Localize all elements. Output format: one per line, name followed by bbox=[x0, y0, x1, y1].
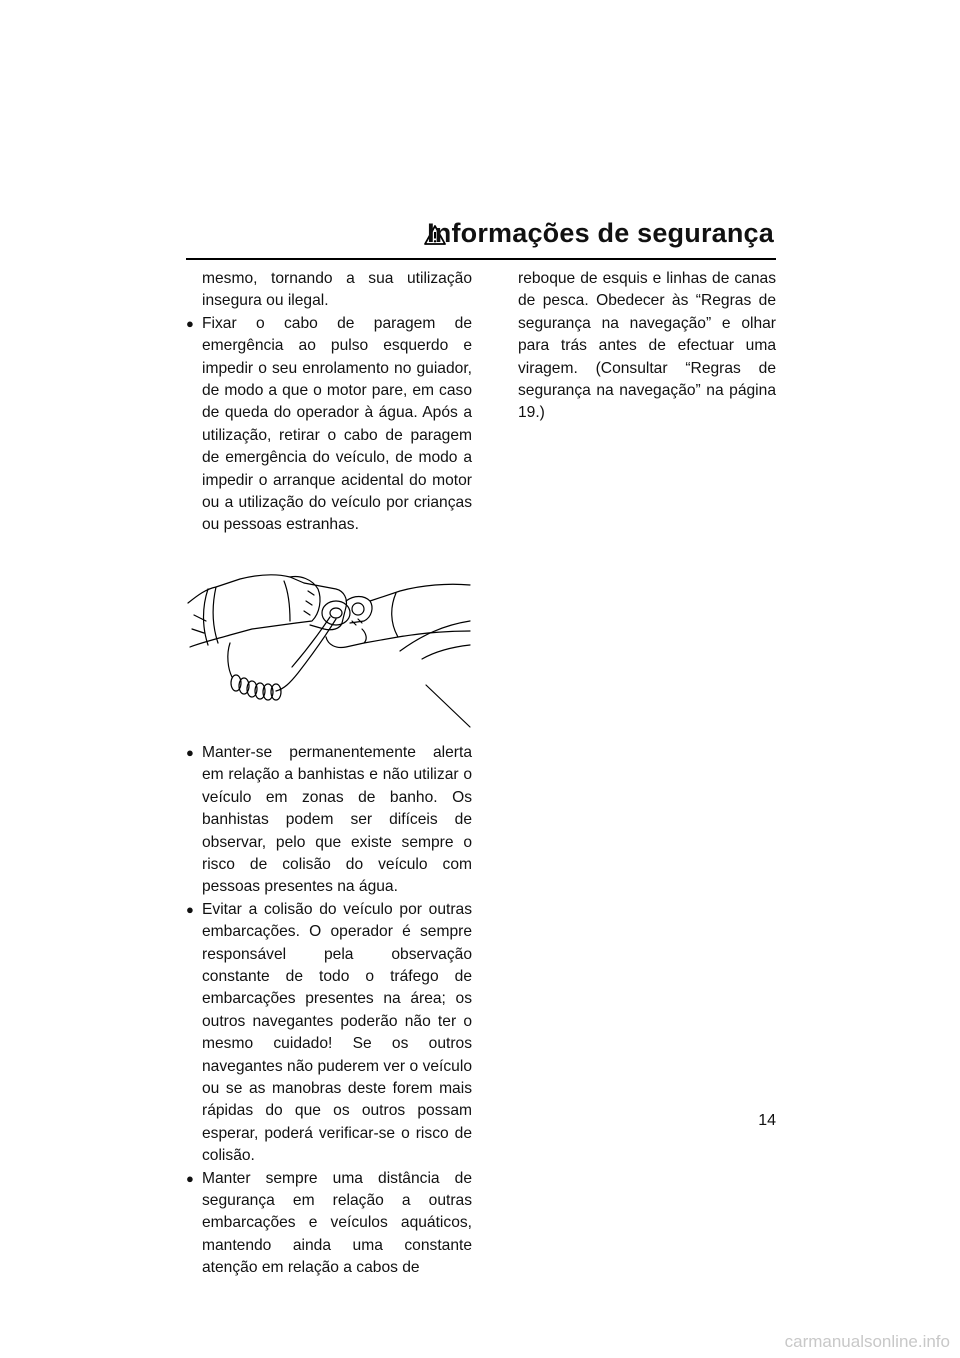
list-item-text: Fixar o cabo de paragem de emergência ao pulso esquerdo e impedir o seu enrolamento no guiador, de modo a que o motor pare, em caso de queda do operador à água. Após a utilização, retirar o cabo de paragem de emergência do veículo, de modo a impedir o arranque acidental do motor ou a utilização do veículo por crianças ou pessoas estranhas. bbox=[202, 314, 472, 534]
list-item bbox=[186, 899, 472, 1168]
bullet-icon: ● bbox=[186, 744, 194, 760]
bullet-icon: ● bbox=[186, 901, 194, 917]
page-number: 14 bbox=[758, 1112, 776, 1129]
continuation-text: mesmo, tornando a sua utilização insegura ou ilegal. bbox=[202, 270, 472, 310]
illustration-lanyard-wrist bbox=[186, 555, 472, 730]
bullet-icon: ● bbox=[186, 1170, 194, 1186]
watermark: carmanualsonline.info bbox=[784, 1332, 950, 1351]
illustration-drawing bbox=[186, 555, 472, 730]
list-item-text: Manter-se permanentemente alerta em relação a banhistas e não utilizar o veículo em zonas de banho. Os banhistas podem ser difíceis de observar, pelo que existe sempre o risco de colisão do veículo com pessoas presentes na água. bbox=[202, 743, 472, 896]
list-item-text: Evitar a colisão do veículo por outras embarcações. O operador é sempre responsável pela observação constante de todo o tráfego de embarcações presentes na área; os outros navegantes poderão não ter o mesmo cuidado! Se os outros navegantes não puderem ver o veículo ou se as manobras deste forem mais rápidas do que os outros possam esperar, poderá verificar-se o risco de colisão. bbox=[202, 900, 472, 1165]
page-header bbox=[186, 218, 776, 260]
bullet-icon: ● bbox=[186, 315, 194, 331]
left-column bbox=[186, 268, 472, 1280]
list-item bbox=[186, 742, 472, 899]
right-column bbox=[502, 268, 776, 425]
list-item bbox=[186, 1168, 472, 1280]
page-title: Informações de segurança bbox=[427, 218, 774, 248]
continuation-text: reboque de esquis e linhas de canas de pesca. Obedecer às “Regras de segurança na navegação” e olhar para trás antes de efectuar uma viragem. (Consultar “Regras de segurança na navegação” na página 19.) bbox=[518, 270, 776, 422]
list-item bbox=[186, 313, 472, 537]
list-item-text: Manter sempre uma distância de segurança em relação a outras embarcações e veículos aquáticos, mantendo ainda uma constante atenção em relação a cabos de bbox=[202, 1169, 472, 1277]
